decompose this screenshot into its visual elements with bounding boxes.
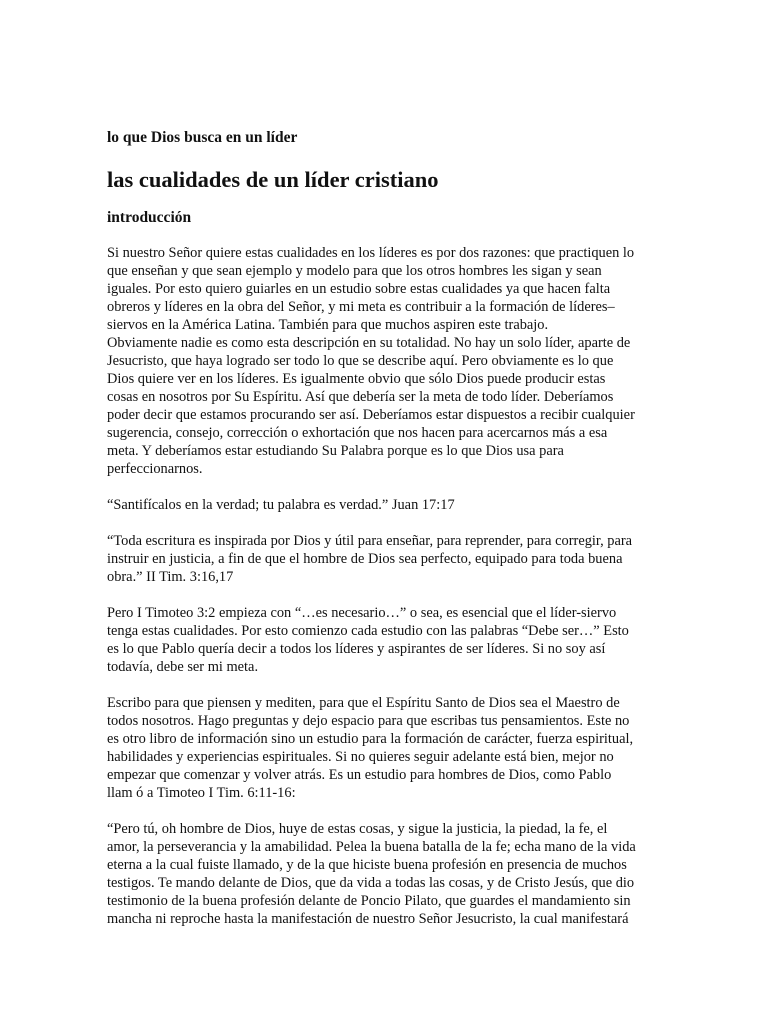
quote-1-timothy-6-11 [107, 820, 667, 928]
text-line: es otro libro de información sino un estudio para la formación de carácter, fuerza espiritual, [107, 731, 634, 747]
text-line: llam ó a Timoteo I Tim. 6:11-16: [107, 785, 296, 801]
text-line: siervos en la América Latina. También para que muchos aspiren este trabajo. [107, 317, 549, 333]
text-line: todos nosotros. Hago preguntas y dejo espacio para que escribas tus pensamientos. Este no [107, 713, 630, 729]
text-line: instruir en justicia, a fin de que el hombre de Dios sea perfecto, equipado para toda buena [107, 551, 623, 567]
document-title: las cualidades de un líder cristiano [107, 167, 439, 192]
text-line: poder decir que estamos procurando ser así. Deberíamos estar dispuestos a recibir cualquier [107, 407, 635, 423]
section-heading: introducción [107, 209, 192, 226]
text-line: sugerencia, consejo, corrección o exhortación que nos hacen para acercarnos más a esa [107, 425, 608, 441]
text-line: cosas en nosotros por Su Espíritu. Así que debería ser la meta de todo líder. Deberíamos [107, 389, 614, 405]
text-line: empezar que comenzar y volver atrás. Es un estudio para hombres de Dios, como Pablo [107, 767, 612, 783]
text-line: que enseñan y que sean ejemplo y modelo para que los otros hombres les sigan y sean [107, 263, 602, 279]
text-line: habilidades y experiencias espirituales. Si no quieres seguir adelante está bien, mejor no [107, 749, 614, 765]
text-line: mancha ni reproche hasta la manifestación de nuestro Señor Jesucristo, la cual manifestará [107, 911, 629, 927]
text-line: Obviamente nadie es como esta descripción en su totalidad. No hay un solo líder, aparte de [107, 335, 631, 351]
paragraph-reasons [107, 244, 667, 334]
text-line: testimonio de la buena profesión delante de Poncio Pilato, que guardes el mandamiento sin [107, 893, 631, 909]
document-page [107, 128, 667, 928]
text-line: tenga estas cualidades. Por esto comienzo cada estudio con las palabras “Debe ser…” Esto [107, 623, 629, 639]
text-line: Escribo para que piensen y mediten, para que el Espíritu Santo de Dios sea el Maestro de [107, 695, 620, 711]
text-line: Jesucristo, que haya logrado ser todo lo que se describe aquí. Pero obviamente es lo que [107, 353, 614, 369]
paragraph-obviously [107, 334, 667, 478]
text-line: todavía, debe ser mi meta. [107, 659, 259, 675]
text-line: obra.” II Tim. 3:16,17 [107, 569, 234, 585]
text-line: eterna a la cual fuiste llamado, y de la que hiciste buena profesión en presencia de muchos [107, 857, 627, 873]
paragraph-study-purpose [107, 694, 667, 802]
text-line: “Toda escritura es inspirada por Dios y útil para enseñar, para reprender, para corregir, para [107, 533, 633, 549]
text-line: Si nuestro Señor quiere estas cualidades en los líderes es por dos razones: que practiquen lo [107, 245, 635, 261]
paragraph-must-be [107, 604, 667, 676]
text-line: “Santifícalos en la verdad; tu palabra es verdad.” Juan 17:17 [107, 497, 455, 513]
text-line: amor, la perseverancia y la amabilidad. Pelea la buena batalla de la fe; echa mano de la vida [107, 839, 636, 855]
quote-2-timothy-3-16 [107, 532, 667, 586]
text-line: Pero I Timoteo 3:2 empieza con “…es necesario…” o sea, es esencial que el líder-siervo [107, 605, 617, 621]
text-line: Dios quiere ver en los líderes. Es igualmente obvio que sólo Dios puede producir estas [107, 371, 606, 387]
quote-john-17-17 [107, 496, 667, 514]
text-line: perfeccionarnos. [107, 461, 203, 477]
text-line: meta. Y deberíamos estar estudiando Su Palabra porque es lo que Dios usa para [107, 443, 564, 459]
text-line: “Pero tú, oh hombre de Dios, huye de estas cosas, y sigue la justicia, la piedad, la fe, el [107, 821, 608, 837]
text-line: obreros y líderes en la obra del Señor, y mi meta es contribuir a la formación de líderes– [107, 299, 615, 315]
text-line: iguales. Por esto quiero guiarles en un estudio sobre estas cualidades ya que hacen falta [107, 281, 611, 297]
document-kicker: lo que Dios busca en un líder [107, 129, 298, 146]
text-line: es lo que Pablo quería decir a todos los líderes y aspirantes de ser líderes. Si no soy así [107, 641, 606, 657]
text-line: testigos. Te mando delante de Dios, que da vida a todas las cosas, y de Cristo Jesús, que dio [107, 875, 635, 891]
